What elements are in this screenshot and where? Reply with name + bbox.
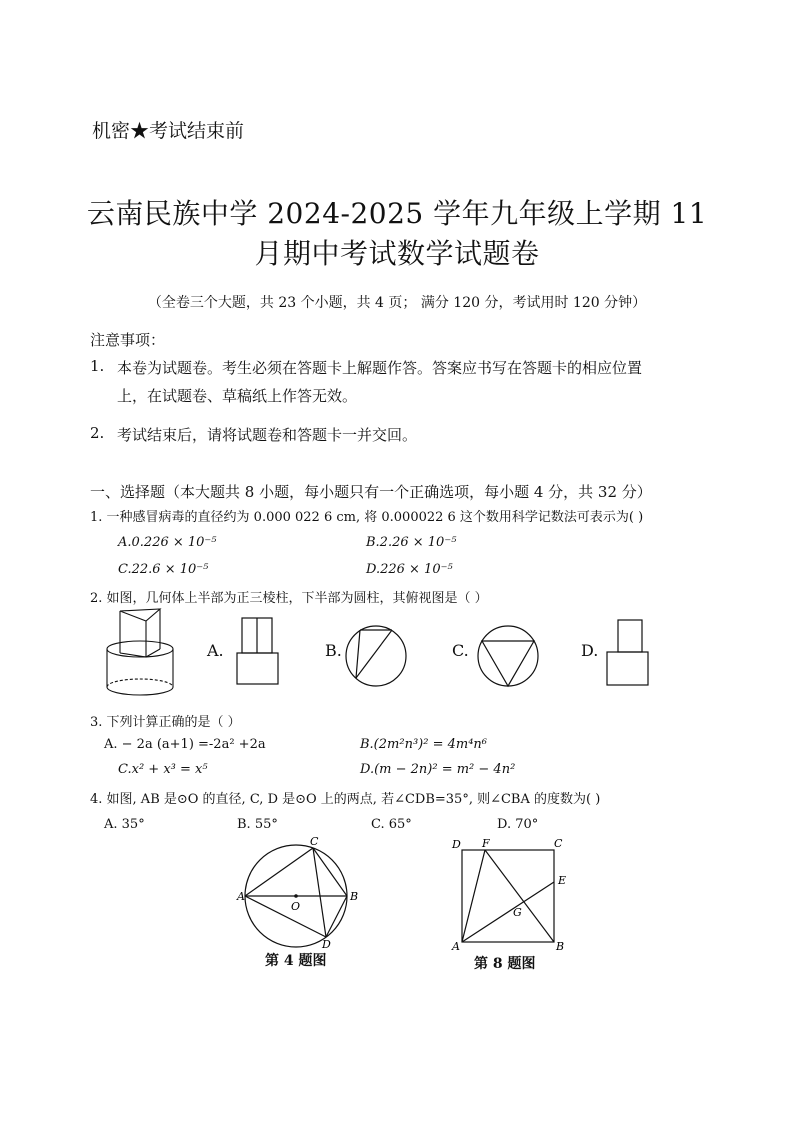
- figure-8-square-diagram: [450, 836, 568, 954]
- fig8-label-g: G: [513, 906, 522, 919]
- exam-title-line2: 月期中考试数学试题卷: [254, 237, 540, 270]
- figure-4-circle-diagram: [236, 836, 366, 951]
- fig8-label-c: C: [554, 837, 563, 850]
- question-2-option-b-figure: [344, 624, 408, 688]
- figure-4-caption: 第 4 题图: [265, 953, 327, 969]
- fig8-label-d: D: [452, 838, 461, 851]
- question-3-option-b: B.(2m²n³)² = 4m⁴n⁶: [360, 737, 487, 752]
- exam-title-line1: 云南民族中学 2024-2025 学年九年级上学期 11: [86, 197, 708, 230]
- question-2-option-c-figure: [476, 624, 540, 688]
- question-2-option-d-label: D.: [581, 641, 599, 660]
- fig4-label-c: C: [310, 835, 319, 848]
- question-4-stem: 4. 如图, AB 是⊙O 的直径, C, D 是⊙O 上的两点, 若∠CDB=35°, 则∠CBA 的度数为( ): [90, 792, 601, 807]
- question-2-stem: 2. 如图，几何体上半部为正三棱柱，下半部为圆柱，其俯视图是（ ）: [90, 591, 488, 606]
- note-1-line2: 上，在试题卷、草稿纸上作答无效。: [117, 387, 358, 405]
- question-1-option-b: B.2.26 × 10⁻⁵: [366, 535, 457, 550]
- confidential-label: 机密★考试结束前: [92, 120, 245, 142]
- notes-heading: 注意事项：: [90, 331, 166, 349]
- question-2-option-a-figure: [236, 617, 280, 685]
- question-3-option-a: A. − 2a (a+1) =-2a² +2a: [104, 737, 266, 752]
- question-4-option-b: B. 55°: [237, 817, 278, 832]
- note-1-line1: 本卷为试题卷。考生必须在答题卡上解题作答。答案应书写在答题卡的相应位置: [117, 359, 643, 377]
- question-1-option-a: A.0.226 × 10⁻⁵: [118, 535, 217, 550]
- note-2-number: 2.: [90, 424, 105, 442]
- question-4-option-a: A. 35°: [104, 817, 145, 832]
- question-2-option-b-label: B.: [325, 641, 342, 660]
- question-2-option-c-label: C.: [452, 641, 469, 660]
- question-3-stem: 3. 下列计算正确的是（ ）: [90, 715, 241, 730]
- question-3-option-d: D.(m − 2n)² = m² − 4n²: [360, 762, 516, 777]
- fig4-label-o: O: [291, 900, 301, 913]
- question-4-option-c: C. 65°: [371, 817, 412, 832]
- question-2-option-d-figure: [606, 619, 650, 687]
- question-3-option-c: C.x² + x³ = x⁵: [118, 762, 208, 777]
- note-2-line1: 考试结束后，请将试题卷和答题卡一并交回。: [117, 426, 418, 444]
- fig4-label-d: D: [322, 938, 331, 951]
- question-1-stem: 1. 一种感冒病毒的直径约为 0.000 022 6 cm, 将 0.000022 6 这个数用科学记数法可表示为( ): [90, 510, 644, 525]
- figure-8-caption: 第 8 题图: [474, 956, 536, 972]
- section-1-heading: 一、选择题（本大题共 8 小题，每小题只有一个正确选项，每小题 4 分，共 32 分）: [90, 483, 652, 501]
- fig8-label-e: E: [558, 874, 567, 887]
- fig8-label-b: B: [556, 940, 565, 953]
- fig4-label-a: A: [237, 890, 245, 903]
- fig8-label-a: A: [452, 940, 460, 953]
- fig8-label-f: F: [482, 837, 490, 850]
- question-2-solid-figure: [100, 607, 185, 697]
- question-4-option-d: D. 70°: [497, 817, 539, 832]
- fig4-label-b: B: [350, 890, 359, 903]
- question-2-option-a-label: A.: [207, 641, 224, 660]
- exam-subtitle: （全卷三个大题，共 23 个小题，共 4 页； 满分 120 分，考试用时 120 分钟）: [147, 295, 647, 311]
- note-1-number: 1.: [90, 357, 105, 375]
- question-1-option-d: D.226 × 10⁻⁵: [366, 562, 453, 577]
- question-1-option-c: C.22.6 × 10⁻⁵: [118, 562, 209, 577]
